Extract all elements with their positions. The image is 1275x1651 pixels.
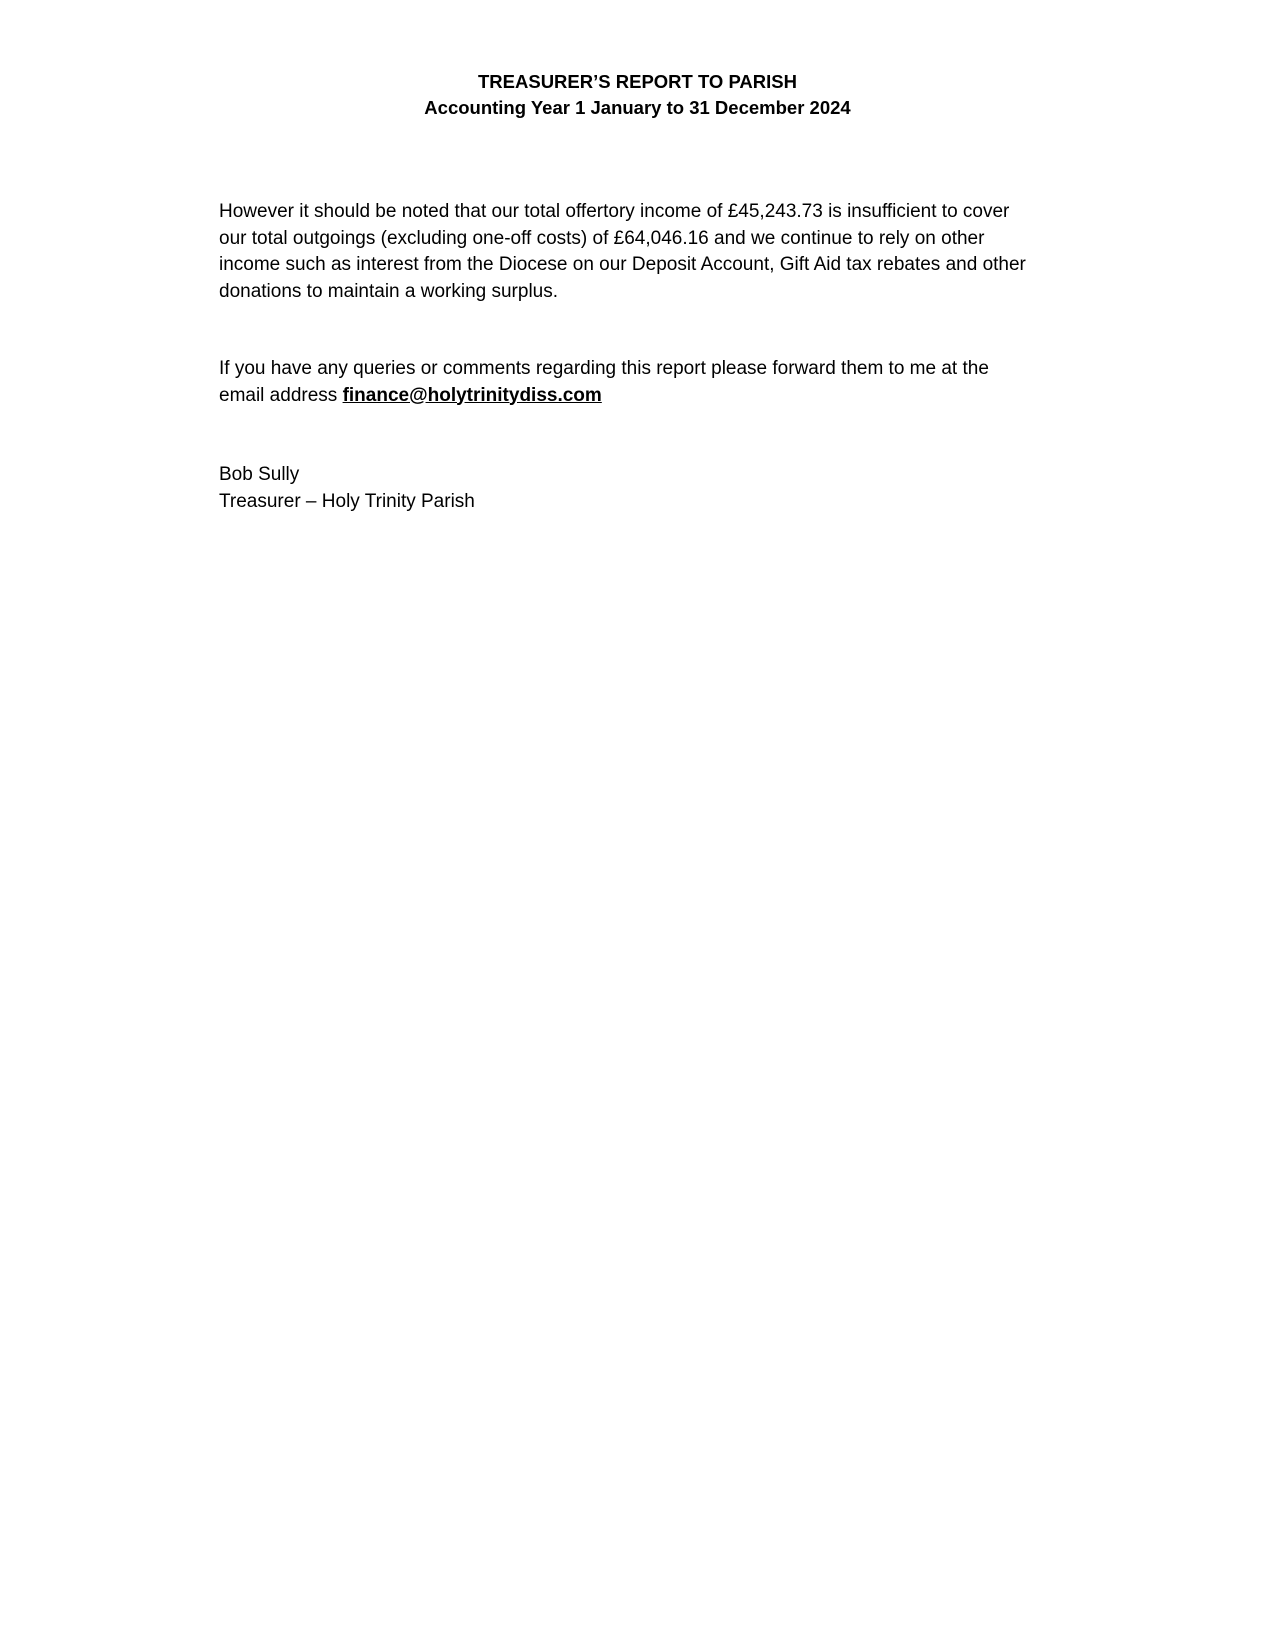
signatory-role: Treasurer – Holy Trinity Parish [219, 490, 475, 512]
email-link[interactable]: finance@holytrinitydiss.com [342, 384, 602, 406]
signatory-name: Bob Sully [219, 464, 300, 485]
queries-paragraph [219, 356, 1039, 409]
report-title: TREASURER’S REPORT TO PARISH [478, 71, 797, 92]
offertory-paragraph: However it should be noted that our total offertory income of £45,243.73 is insufficient to cover our total outgoings (excluding one-off costs) of £64,046.16 and we continue to rely on other income such as interest from the Diocese on our Deposit Account, Gift Aid tax rebates and other donations to maintain a working surplus. [219, 201, 1026, 302]
report-subtitle: Accounting Year 1 January to 31 December 2024 [424, 97, 851, 118]
signature-block [219, 462, 1039, 515]
report-header [0, 69, 1275, 121]
queries-text: If you have any queries or comments regarding this report please forward them to me at the email address [219, 358, 989, 406]
